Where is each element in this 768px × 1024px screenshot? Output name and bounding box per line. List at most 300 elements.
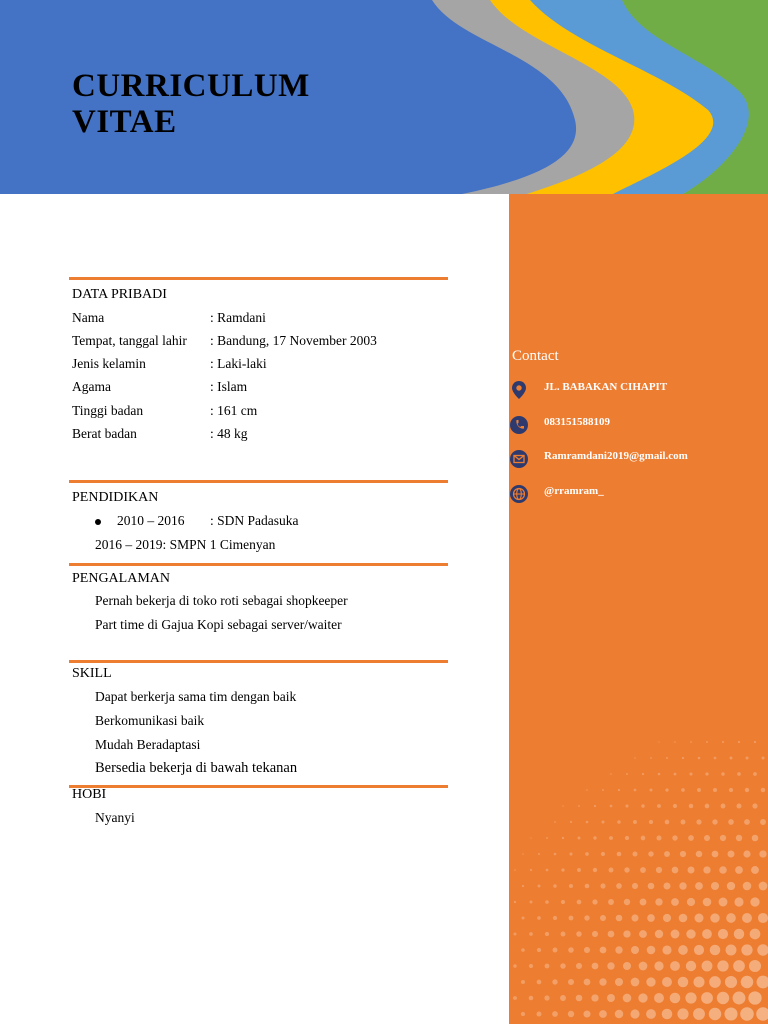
halftone-dot (752, 835, 759, 842)
halftone-dot (696, 819, 701, 824)
halftone-dot (756, 1007, 768, 1021)
personal-label: Tempat, tanggal lahir (72, 333, 187, 348)
halftone-dot (665, 820, 670, 825)
halftone-dot (639, 962, 648, 971)
personal-label: Nama (72, 310, 105, 325)
skill-item: Dapat berkerja sama tim dengan baik (95, 689, 297, 704)
halftone-dot (561, 868, 564, 871)
halftone-dot (655, 930, 663, 938)
halftone-dot (623, 994, 632, 1003)
personal-label: Agama (72, 379, 111, 394)
halftone-dot (631, 978, 640, 987)
halftone-dot (585, 852, 589, 856)
halftone-dot (654, 993, 664, 1003)
halftone-dot (721, 804, 726, 809)
halftone-dot (568, 947, 574, 953)
halftone-dot (609, 836, 613, 840)
halftone-dot (717, 960, 728, 971)
halftone-dot (648, 883, 655, 890)
halftone-dot (665, 788, 668, 791)
halftone-dot (624, 899, 630, 905)
halftone-dot (702, 929, 712, 939)
halftone-dot (615, 946, 622, 953)
halftone-dot (710, 945, 721, 956)
halftone-dot (600, 883, 605, 888)
halftone-dot (704, 835, 710, 841)
halftone-dot (743, 882, 752, 891)
halftone-dot (709, 1008, 721, 1020)
halftone-dot (546, 837, 548, 839)
contact-social-text: @rramram_ (544, 485, 604, 497)
halftone-dot (682, 757, 684, 759)
halftone-dot (719, 866, 727, 874)
halftone-dot (670, 993, 681, 1004)
halftone-dot (537, 980, 542, 985)
skill-item: Bersedia bekerja di bawah tekanan (95, 760, 298, 776)
personal-value: : Islam (210, 379, 248, 394)
halftone-dot (592, 899, 597, 904)
halftone-dot (745, 756, 748, 759)
halftone-dot (709, 976, 721, 988)
halftone-dot (677, 1008, 688, 1019)
halftone-dot (601, 820, 604, 823)
halftone-dot (738, 741, 740, 743)
halftone-dot (562, 837, 564, 839)
halftone-dot (610, 805, 613, 808)
halftone-dot (584, 915, 589, 920)
section-title-experience: PENGALAMAN (72, 571, 170, 586)
halftone-dot (656, 835, 661, 840)
halftone-dot (561, 932, 566, 937)
contact-phone (509, 415, 768, 439)
halftone-dot (600, 947, 607, 954)
halftone-dot (583, 1010, 590, 1017)
halftone-dot (658, 773, 661, 776)
halftone-dot (656, 867, 662, 873)
personal-value: : Ramdani (210, 310, 266, 325)
halftone-dot (513, 964, 517, 968)
halftone-dot (638, 993, 647, 1002)
halftone-dot (689, 772, 692, 775)
contact-phone-text: 083151588109 (544, 416, 610, 428)
halftone-dot (741, 976, 754, 989)
halftone-dot (693, 1008, 705, 1020)
halftone-dot (521, 980, 525, 984)
halftone-dot (666, 757, 668, 759)
halftone-dot (545, 900, 549, 904)
halftone-dot (530, 901, 533, 904)
halftone-dot (686, 961, 696, 971)
halftone-dot (654, 961, 663, 970)
halftone-dot (607, 962, 614, 969)
contact-social (509, 484, 768, 508)
halftone-dot (690, 741, 692, 743)
halftone-dot (608, 899, 614, 905)
contact-address-text: JL. BABAKAN CIHAPIT (544, 381, 668, 393)
halftone-dot (577, 868, 581, 872)
halftone-dot (705, 804, 710, 809)
halftone-dot (674, 741, 676, 743)
halftone-dot (734, 897, 743, 906)
skill-item: Mudah Beradaptasi (95, 737, 201, 752)
halftone-dot (728, 819, 734, 825)
halftone-dot (529, 932, 533, 936)
halftone-dot (521, 1012, 525, 1016)
halftone-dot (570, 821, 572, 823)
halftone-dot (695, 882, 703, 890)
halftone-dot (514, 901, 516, 903)
halftone-dot (641, 804, 645, 808)
halftone-dot (513, 996, 517, 1000)
halftone-dot (702, 961, 713, 972)
halftone-dot (522, 853, 524, 855)
halftone-dot (695, 914, 704, 923)
halftone-dot (602, 789, 604, 791)
halftone-dot (714, 757, 717, 760)
halftone-dot (554, 821, 556, 823)
halftone-dot (754, 741, 756, 743)
halftone-dot (734, 929, 744, 939)
halftone-dot (632, 883, 638, 889)
halftone-dot (561, 900, 565, 904)
halftone-dot (674, 773, 677, 776)
halftone-dot (521, 948, 525, 952)
halftone-dot (726, 913, 736, 923)
experience-item: Pernah bekerja di toko roti sebagai shopkeeper (95, 593, 348, 608)
halftone-dot (733, 960, 745, 972)
halftone-dot (594, 805, 596, 807)
halftone-dot (553, 916, 557, 920)
halftone-dot (687, 898, 695, 906)
halftone-dot (578, 805, 580, 807)
phone-icon (509, 415, 529, 435)
halftone-dot (727, 850, 734, 857)
halftone-dot (649, 820, 653, 824)
personal-value: : Laki-laki (210, 356, 267, 371)
halftone-dot (552, 1011, 558, 1017)
halftone-dot (681, 820, 686, 825)
experience-item: Part time di Gajua Kopi sebagai server/waiter (95, 617, 342, 632)
halftone-dot (625, 804, 628, 807)
halftone-dot (662, 977, 672, 987)
halftone-dot (560, 995, 566, 1001)
halftone-dot (670, 961, 680, 971)
halftone-dot (693, 976, 704, 987)
halftone-dot (672, 867, 679, 874)
halftone-dot (544, 995, 549, 1000)
halftone-dot (649, 788, 652, 791)
halftone-dot (546, 869, 549, 872)
halftone-dot (698, 757, 701, 760)
halftone-dot (678, 977, 689, 988)
halftone-dot (729, 788, 733, 792)
halftone-dot (752, 803, 757, 808)
halftone-dot (545, 932, 549, 936)
halftone-dot (678, 945, 688, 955)
halftone-dot (586, 789, 588, 791)
halftone-dot (725, 976, 737, 988)
section-divider (69, 785, 448, 788)
halftone-dot (679, 882, 686, 889)
halftone-dot (569, 884, 573, 888)
halftone-dot (758, 913, 768, 923)
halftone-dot (748, 991, 761, 1004)
halftone-dot (642, 773, 644, 775)
halftone-dot (545, 964, 550, 969)
halftone-dot (743, 850, 750, 857)
halftone-dot (552, 979, 557, 984)
halftone-dot (610, 773, 612, 775)
halftone-dot (616, 883, 622, 889)
halftone-dot (736, 835, 742, 841)
halftone-dot (686, 929, 695, 938)
halftone-dot (647, 946, 656, 955)
halftone-dot (657, 804, 661, 808)
halftone-dot (521, 916, 524, 919)
skill-item: Berkomunikasi baik (95, 713, 205, 728)
halftone-dot (759, 850, 766, 857)
halftone-dot (584, 979, 591, 986)
halftone-dot (599, 978, 606, 985)
halftone-dot (640, 867, 646, 873)
halftone-dot (584, 947, 590, 953)
cv-title (72, 68, 310, 140)
halftone-dot (514, 869, 516, 871)
halftone-dot (568, 1011, 574, 1017)
halftone-dot (562, 805, 563, 806)
halftone-dot (685, 992, 696, 1003)
halftone-dot (600, 915, 606, 921)
section-divider (69, 660, 448, 663)
education-item: 2016 – 2019: SMPN 1 Cimenyan (95, 537, 276, 552)
halftone-dot (576, 963, 582, 969)
personal-value: : 48 kg (210, 426, 248, 441)
halftone-dot (719, 898, 728, 907)
halftone-dot (726, 945, 737, 956)
halftone-dot (671, 898, 679, 906)
halftone-dot (593, 836, 596, 839)
halftone-dot (689, 804, 693, 808)
halftone-dot (713, 788, 717, 792)
halftone-dot (624, 867, 629, 872)
halftone-dot (663, 914, 671, 922)
halftone-dot (593, 868, 597, 872)
halftone-dot (717, 992, 729, 1004)
halftone-dot (576, 931, 582, 937)
cv-title-line1: CURRICULUM (72, 68, 310, 104)
halftone-dot (623, 962, 631, 970)
halftone-dot (679, 914, 688, 923)
halftone-dot (631, 946, 639, 954)
halftone-dot (757, 944, 768, 955)
halftone-dot (655, 898, 662, 905)
header-banner (0, 0, 768, 194)
halftone-dot (569, 916, 574, 921)
halftone-dot (615, 1010, 624, 1019)
halftone-dot (720, 835, 726, 841)
halftone-dot (749, 960, 761, 972)
halftone-dot (721, 772, 725, 776)
halftone-dot (712, 819, 717, 824)
halftone-dot (718, 929, 728, 939)
halftone-dot (703, 866, 710, 873)
halftone-dot (585, 884, 590, 889)
halftone-dot (609, 868, 614, 873)
personal-value: : 161 cm (210, 403, 258, 418)
halftone-dot (537, 916, 541, 920)
halftone-dot (733, 992, 746, 1005)
location-pin-icon (509, 380, 529, 400)
halftone-dot (577, 900, 582, 905)
halftone-dot (760, 819, 766, 825)
halftone-dot (658, 741, 659, 742)
halftone-dot (724, 1007, 737, 1020)
halftone-dot (617, 820, 621, 824)
hobby-item: Nyanyi (95, 810, 135, 825)
halftone-dot (618, 789, 620, 791)
halftone-dot (640, 899, 647, 906)
halftone-dot (730, 757, 733, 760)
education-school: : SDN Padasuka (210, 513, 299, 528)
halftone-dot (592, 963, 599, 970)
halftone-dot (633, 820, 637, 824)
halftone-dot (736, 803, 741, 808)
halftone-dot (530, 869, 532, 871)
halftone-dot (608, 931, 615, 938)
halftone-dot (626, 773, 628, 775)
halftone-dot (706, 741, 708, 743)
halftone-dot (697, 788, 701, 792)
section-title-education: PENDIDIKAN (72, 490, 159, 505)
halftone-dot (672, 835, 677, 840)
contact-sidebar (509, 194, 768, 1024)
halftone-dot (650, 757, 652, 759)
halftone-dot (641, 836, 646, 841)
halftone-dot (711, 882, 719, 890)
halftone-dot (630, 1009, 639, 1018)
halftone-dot (599, 1010, 607, 1018)
halftone-dot (688, 835, 694, 841)
bullet-dot (95, 519, 101, 525)
section-title-hobby: HOBI (72, 787, 107, 802)
halftone-dot (740, 1007, 754, 1021)
contact-heading: Contact (512, 348, 559, 364)
halftone-dot (623, 930, 630, 937)
halftone-dot (694, 945, 704, 955)
halftone-dot (671, 930, 680, 939)
section-title-personal: DATA PRIBADI (72, 287, 167, 302)
halftone-dot (751, 866, 759, 874)
halftone-dot (514, 933, 517, 936)
halftone-dot (569, 852, 572, 855)
halftone-dot (591, 994, 598, 1001)
halftone-dot (560, 963, 566, 969)
halftone-dot (681, 788, 685, 792)
halftone-dot (741, 944, 752, 955)
halftone-dot (578, 837, 581, 840)
personal-label: Berat badan (72, 426, 137, 441)
halftone-dot (742, 913, 752, 923)
halftone-dot (680, 851, 686, 857)
halftone-dot (761, 756, 764, 759)
personal-value: : Bandung, 17 November 2003 (210, 333, 377, 348)
halftone-dot (538, 853, 540, 855)
halftone-dot (750, 929, 761, 940)
halftone-dot (592, 931, 598, 937)
halftone-dots-pattern (509, 194, 768, 1024)
section-divider (69, 480, 448, 483)
cv-title-line2: VITAE (72, 104, 177, 140)
halftone-dot (647, 914, 655, 922)
halftone-dot (522, 885, 524, 887)
halftone-dot (634, 757, 635, 758)
halftone-dot (537, 948, 541, 952)
halftone-dot (529, 996, 534, 1001)
halftone-dot (759, 882, 768, 891)
halftone-dot (530, 837, 531, 838)
email-icon (509, 449, 529, 469)
halftone-dot (529, 964, 533, 968)
halftone-dot (607, 994, 615, 1002)
section-divider (69, 563, 448, 566)
globe-icon (509, 484, 529, 504)
halftone-dot (753, 772, 757, 776)
halftone-dot (632, 851, 637, 856)
halftone-dot (646, 977, 655, 986)
halftone-dot (727, 882, 735, 890)
halftone-dot (735, 866, 743, 874)
contact-email (509, 449, 768, 473)
contact-address (509, 380, 768, 404)
personal-label: Jenis kelamin (72, 356, 146, 371)
halftone-dot (688, 867, 695, 874)
halftone-dot (586, 821, 589, 824)
halftone-dot (662, 1009, 673, 1020)
halftone-dot (646, 1009, 656, 1019)
halftone-dot (576, 995, 583, 1002)
halftone-dot (568, 979, 574, 985)
halftone-dot (705, 772, 708, 775)
halftone-dot (696, 851, 703, 858)
halftone-dot (554, 853, 557, 856)
halftone-dot (744, 819, 750, 825)
halftone-dot (712, 851, 719, 858)
halftone-dot (615, 978, 623, 986)
education-years: 2010 – 2016 (117, 513, 185, 528)
halftone-dot (737, 772, 741, 776)
halftone-dot (701, 992, 713, 1004)
halftone-dot (538, 885, 541, 888)
halftone-dot (664, 851, 670, 857)
halftone-dot (617, 852, 622, 857)
halftone-dot (722, 741, 724, 743)
halftone-dot (663, 882, 670, 889)
halftone-dot (673, 804, 677, 808)
halftone-dot (703, 898, 712, 907)
halftone-dot (625, 836, 629, 840)
halftone-dot (745, 788, 749, 792)
halftone-dot (601, 852, 605, 856)
halftone-dot (536, 1011, 541, 1016)
section-title-skill: SKILL (72, 666, 112, 681)
halftone-dot (750, 897, 759, 906)
halftone-dot (616, 915, 623, 922)
halftone-dot (631, 914, 638, 921)
halftone-dot (648, 851, 653, 856)
halftone-dot (757, 976, 768, 989)
halftone-dot (553, 948, 558, 953)
contact-email-text: Ramramdani2019@gmail.com (544, 450, 688, 462)
